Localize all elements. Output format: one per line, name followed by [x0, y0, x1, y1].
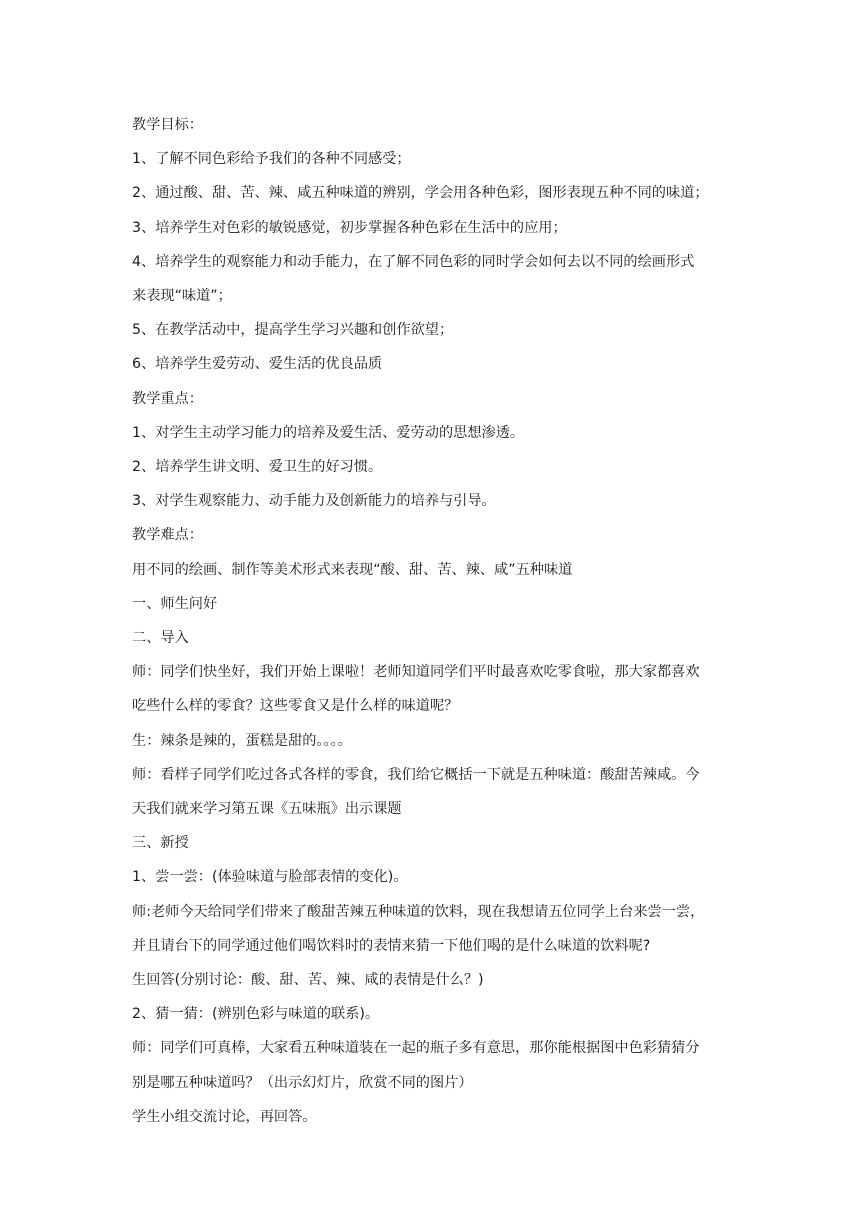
objective-item: 2、通过酸、甜、苦、辣、咸五种味道的辨别，学会用各种色彩，图形表现五种不同的味道； [132, 185, 709, 202]
sub-step-heading: 2、猜一猜：(辨别色彩与味道的联系)。 [132, 1006, 380, 1023]
difficulty-text: 用不同的绘画、制作等美术形式来表现“酸、甜、苦、辣、咸”五种味道 [132, 561, 573, 578]
objective-item: 3、培养学生对色彩的敏锐感觉，初步掌握各种色彩在生活中的应用； [132, 219, 567, 236]
section-heading-difficulties: 教学难点： [132, 527, 203, 544]
paragraph-line: 吃些什么样的零食？这些零食又是什么样的味道呢？ [132, 698, 459, 715]
sub-step-heading: 1、尝一尝：(体验味道与脸部表情的变化)。 [132, 869, 408, 886]
paragraph-line: 师：看样子同学们吃过各式各样的零食，我们给它概括一下就是五种味道：酸甜苦辣咸。今 [132, 766, 700, 783]
paragraph-line: 生：辣条是辣的，蛋糕是甜的。。。。 [132, 732, 352, 749]
objective-item: 4、培养学生的观察能力和动手能力，在了解不同色彩的同时学会如何去以不同的绘画形式 [132, 253, 695, 270]
key-point-item: 1、对学生主动学习能力的培养及爱生活、爱劳动的思想渗透。 [132, 424, 525, 441]
step-heading: 三、新授 [132, 835, 189, 852]
section-heading-objectives: 教学目标： [132, 117, 203, 133]
paragraph-line: 并且请台下的同学通过他们喝饮料时的表情来猜一下他们喝的是什么味道的饮料呢? [132, 937, 651, 954]
key-point-item: 2、培养学生讲文明、爱卫生的好习惯。 [132, 459, 383, 476]
paragraph-line: 师：同学们快坐好，我们开始上课啦！老师知道同学们平时最喜欢吃零食啦，那大家都喜欢 [132, 664, 700, 681]
paragraph-line: 天我们就来学习第五课《五味瓶》出示课题 [132, 801, 402, 818]
objective-item: 1、了解不同色彩给予我们的各种不同感受； [132, 151, 411, 168]
objective-item: 6、培养学生爱劳动、爱生活的优良品质 [132, 356, 383, 373]
paragraph-line: 师：同学们可真棒，大家看五种味道装在一起的瓶子多有意思，那你能根据图中色彩猜猜分 [132, 1040, 700, 1057]
section-heading-key-points: 教学重点： [132, 390, 203, 407]
document-body [132, 108, 732, 1134]
paragraph-line: 学生小组交流讨论，再回答。 [132, 1108, 317, 1125]
key-point-item: 3、对学生观察能力、动手能力及创新能力的培养与引导。 [132, 493, 496, 510]
paragraph-line: 别是哪五种味道吗？（出示幻灯片，欣赏不同的图片） [132, 1074, 473, 1091]
step-heading: 二、导入 [132, 630, 189, 647]
objective-item: 5、在教学活动中，提高学生学习兴趣和创作欲望； [132, 322, 454, 339]
paragraph-line: 生回答(分别讨论：酸、甜、苦、辣、咸的表情是什么？) [132, 972, 484, 989]
paragraph-line: 师:老师今天给同学们带来了酸甜苦辣五种味道的饮料，现在我想请五位同学上台来尝一尝， [132, 903, 705, 920]
step-heading: 一、师生问好 [132, 595, 218, 612]
objective-item-continued: 来表现“味道”； [132, 288, 232, 305]
